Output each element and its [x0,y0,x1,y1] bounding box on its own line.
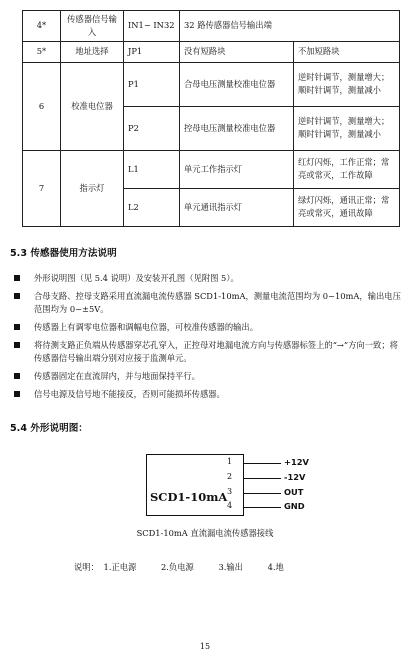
square-bullet-icon [14,342,20,348]
item-note: 逆时针调节，测量增大；顺时针调节，测量减小 [294,62,400,106]
sensor-model: SCD1-10mA [150,490,228,504]
item-code: L1 [124,150,180,188]
list-item [14,370,406,384]
item-code: IN1~ IN32 [124,11,180,42]
usage-list [14,272,406,406]
list-item-text: 合母支路、控母支路采用直流漏电流传感器 SCD1-10mA，测量电流范围均为 0~10mA，输出电压范围均为 0~±5V。 [34,290,401,315]
item-note: 逆时针调节，测量增大；顺时针调节，测量减小 [294,106,400,150]
legend-item: 2.负电源 [161,562,194,572]
list-item-text: 传感器上有调零电位器和调幅电位器，可校准传感器的输出。 [34,322,259,333]
item-note: 不加短路块 [294,41,400,62]
table-row [23,150,400,188]
item-note: 红灯闪烁，工作正常；常亮或常灭，工作故障 [294,150,400,188]
item-desc: 合母电压测量校准电位器 [180,62,294,106]
list-item-text: 传感器固定在直流屏内，并与地面保持平行。 [34,371,200,382]
list-item [14,272,406,286]
square-bullet-icon [14,391,20,397]
legend-item: 4.地 [267,562,284,572]
pin-legend [74,561,306,573]
item-desc: 单元通讯指示灯 [180,188,294,226]
sensor-wiring-diagram [146,454,318,516]
section-title-5-3: 5.3 传感器使用方法说明 [10,248,117,259]
square-bullet-icon [14,324,20,330]
pin-label: -12V [284,472,306,482]
pin-wire [243,493,281,494]
square-bullet-icon [14,373,20,379]
section-title-5-4: 5.4 外形说明图： [10,423,88,434]
table-row [23,62,400,106]
pin-label: OUT [284,487,304,497]
item-code: L2 [124,188,180,226]
item-desc: 32 路传感器信号输出端 [180,11,400,42]
pin-label: GND [284,501,305,511]
pin-number: 2 [227,472,233,481]
list-item [14,321,406,335]
diagram-caption: SCD1-10mA 直流漏电流传感器接线 [136,528,274,538]
pin-number: 4 [227,501,233,510]
square-bullet-icon [14,275,20,281]
page-number: 15 [199,642,211,651]
item-code: JP1 [124,41,180,62]
item-desc: 没有短路块 [180,41,294,62]
pin-wire [243,507,281,508]
item-code: P1 [124,62,180,106]
row-name: 指示灯 [61,150,124,226]
legend-prefix: 说明： [74,562,99,572]
row-name: 校准电位器 [61,62,124,150]
spec-table [22,10,400,227]
row-name: 传感器信号输入 [61,11,124,42]
list-item-text: 将待测支路正负端从传感器穿芯孔穿入，正控母对地漏电流方向与传感器标签上的“→”方向一致；将传感器信号输出端分别对应接于监测单元。 [34,339,398,364]
table-row [23,11,400,42]
list-item-text: 信号电源及信号地不能接反，否则可能损坏传感器。 [34,388,225,399]
list-item [14,388,406,402]
legend-item: 1.正电源 [103,562,137,572]
pin-label: +12V [284,457,309,467]
row-number: 6 [23,62,61,150]
item-note: 绿灯闪烁，通讯正常；常亮或常灭，通讯故障 [294,188,400,226]
pin-number: 1 [227,457,233,466]
pin-wire [243,478,281,479]
row-number: 5* [23,41,61,62]
row-name: 地址选择 [61,41,124,62]
list-item-text: 外形说明图（见 5.4 说明）及安装开孔图（见附图 5）。 [34,273,239,283]
pin-number: 3 [227,487,233,496]
square-bullet-icon [14,293,20,299]
list-item [14,290,406,317]
item-desc: 单元工作指示灯 [180,150,294,188]
table-row [23,41,400,62]
row-number: 4* [23,11,61,42]
pin-wire [243,463,281,464]
list-item [14,339,406,366]
item-code: P2 [124,106,180,150]
legend-item: 3.输出 [218,562,243,572]
row-number: 7 [23,150,61,226]
item-desc: 控母电压测量校准电位器 [180,106,294,150]
